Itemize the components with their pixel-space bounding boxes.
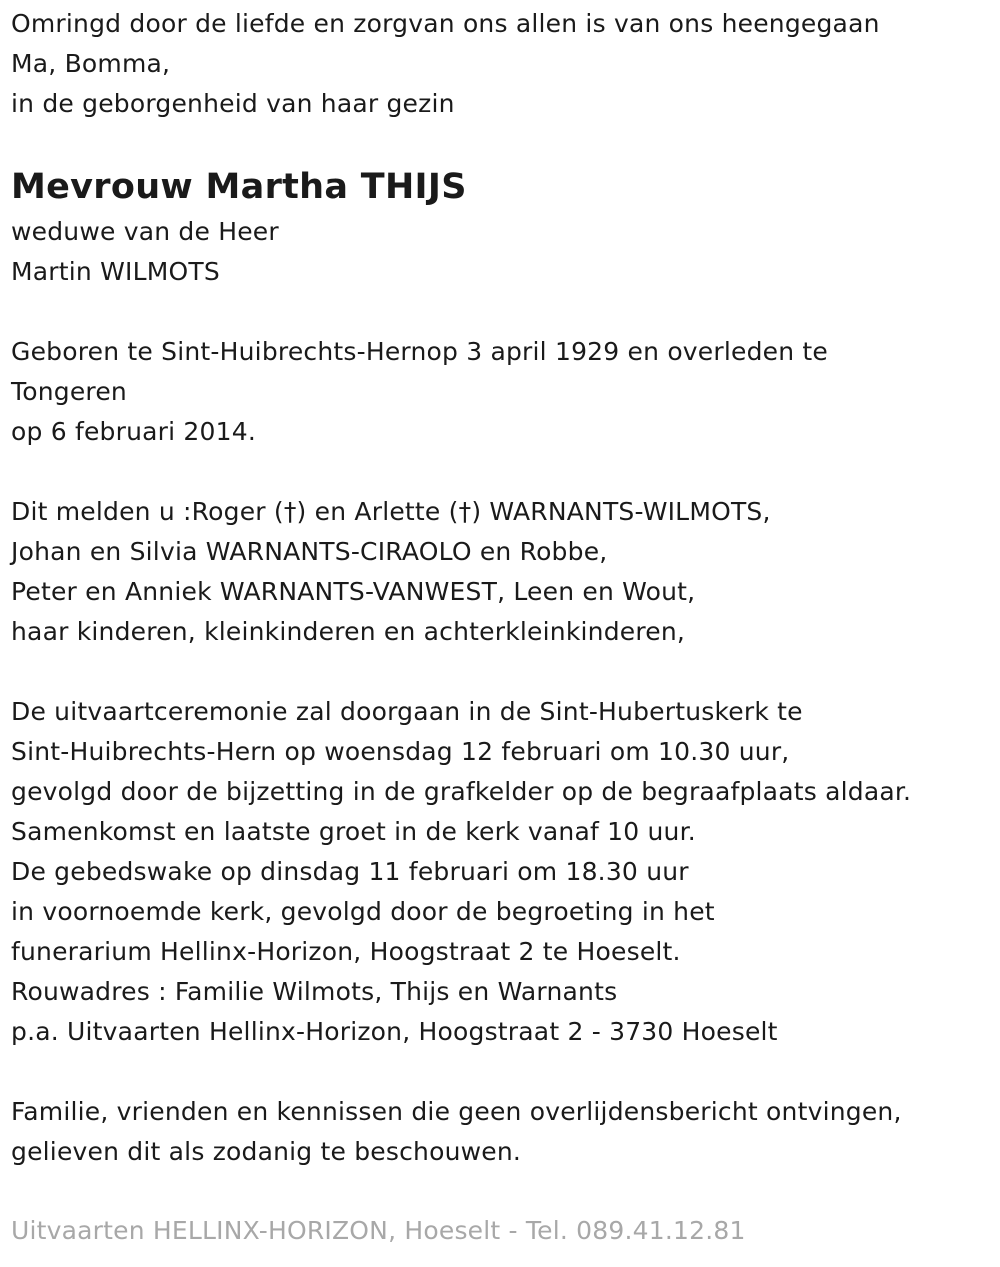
ceremony-line: gevolgd door de bijzetting in de grafkelder op de begraafplaats aldaar. [11,777,912,806]
deceased-name: Mevrouw Martha THIJS [11,167,467,207]
birth-death-line: Tongeren [11,377,127,406]
ceremony-line: De uitvaartceremonie zal doorgaan in de Sint-Hubertuskerk te [11,697,803,726]
spouse-line: weduwe van de Heer [11,217,279,246]
birth-death-line: Geboren te Sint-Huibrechts-Hernop 3 april 1929 en overleden te [11,337,829,366]
ceremony-line: funerarium Hellinx-Horizon, Hoogstraat 2 te Hoeselt. [11,937,681,966]
funeral-home-footer: Uitvaarten HELLINX-HORIZON, Hoeselt - Tel. 089.41.12.81 [11,1216,746,1245]
intro-line: Omringd door de liefde en zorgvan ons allen is van ons heengegaan [11,9,880,38]
ceremony-line: in voornoemde kerk, gevolgd door de begroeting in het [11,897,715,926]
family-line: Peter en Anniek WARNANTS-VANWEST, Leen en Wout, [11,577,696,606]
intro-line: in de geborgenheid van haar gezin [11,89,455,118]
family-line: Johan en Silvia WARNANTS-CIRAOLO en Robbe, [11,537,608,566]
ceremony-line: p.a. Uitvaarten Hellinx-Horizon, Hoogstraat 2 - 3730 Hoeselt [11,1017,778,1046]
closing-line: Familie, vrienden en kennissen die geen overlijdensbericht ontvingen, [11,1097,902,1126]
ceremony-line: Sint-Huibrechts-Hern op woensdag 12 februari om 10.30 uur, [11,737,790,766]
spouse-line: Martin WILMOTS [11,257,220,286]
birth-death-line: op 6 februari 2014. [11,417,256,446]
family-line: haar kinderen, kleinkinderen en achterkleinkinderen, [11,617,686,646]
ceremony-line: Samenkomst en laatste groet in de kerk vanaf 10 uur. [11,817,696,846]
ceremony-line: Rouwadres : Familie Wilmots, Thijs en Warnants [11,977,618,1006]
intro-line: Ma, Bomma, [11,49,171,78]
ceremony-line: De gebedswake op dinsdag 11 februari om 18.30 uur [11,857,689,886]
closing-line: gelieven dit als zodanig te beschouwen. [11,1137,522,1166]
family-line: Dit melden u :Roger (†) en Arlette (†) WARNANTS-WILMOTS, [11,497,771,526]
